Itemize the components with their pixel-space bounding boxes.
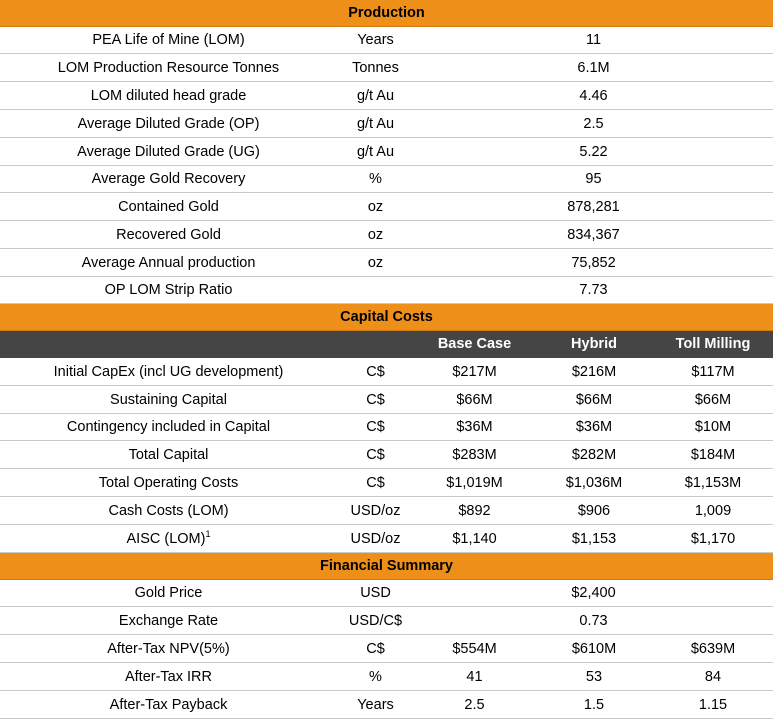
row-value: 2.5 bbox=[414, 110, 773, 138]
value-base-case: $66M bbox=[414, 386, 535, 414]
row-unit: % bbox=[337, 166, 414, 193]
row-unit: g/t Au bbox=[337, 138, 414, 166]
value-hybrid: $906 bbox=[535, 497, 653, 525]
column-header-row bbox=[0, 331, 773, 358]
value-toll-milling: $10M bbox=[653, 414, 773, 441]
value-toll-milling: $1,170 bbox=[653, 525, 773, 553]
value-base-case: 2.5 bbox=[414, 691, 535, 719]
row-label: OP LOM Strip Ratio bbox=[0, 277, 337, 304]
value-base-case: $217M bbox=[414, 358, 535, 386]
table-row bbox=[0, 193, 773, 221]
row-value: 5.22 bbox=[414, 138, 773, 166]
table-row bbox=[0, 635, 773, 663]
row-value: 6.1M bbox=[414, 54, 773, 82]
section-title: Capital Costs bbox=[0, 304, 773, 331]
row-unit: USD bbox=[337, 580, 414, 607]
row-value: $2,400 bbox=[414, 580, 773, 607]
value-base-case: $1,019M bbox=[414, 469, 535, 497]
row-unit: C$ bbox=[337, 635, 414, 663]
column-header-empty bbox=[0, 331, 337, 358]
value-base-case: $1,140 bbox=[414, 525, 535, 553]
value-toll-milling: $639M bbox=[653, 635, 773, 663]
row-label: Contained Gold bbox=[0, 193, 337, 221]
value-toll-milling: 1.15 bbox=[653, 691, 773, 719]
column-header-toll-milling: Toll Milling bbox=[653, 331, 773, 358]
section-header-production bbox=[0, 0, 773, 27]
row-value: 878,281 bbox=[414, 193, 773, 221]
table-row bbox=[0, 580, 773, 607]
column-header-empty bbox=[337, 331, 414, 358]
row-label: LOM diluted head grade bbox=[0, 82, 337, 110]
value-toll-milling: $117M bbox=[653, 358, 773, 386]
row-label: Gold Price bbox=[0, 580, 337, 607]
row-unit: g/t Au bbox=[337, 110, 414, 138]
row-unit: USD/oz bbox=[337, 525, 414, 553]
value-base-case: 41 bbox=[414, 663, 535, 691]
table-row bbox=[0, 469, 773, 497]
row-label: After-Tax IRR bbox=[0, 663, 337, 691]
row-unit: oz bbox=[337, 193, 414, 221]
value-base-case: $283M bbox=[414, 441, 535, 469]
value-hybrid: $1,036M bbox=[535, 469, 653, 497]
value-toll-milling: $1,153M bbox=[653, 469, 773, 497]
row-unit: % bbox=[337, 663, 414, 691]
value-base-case: $36M bbox=[414, 414, 535, 441]
row-label: Contingency included in Capital bbox=[0, 414, 337, 441]
table-row bbox=[0, 497, 773, 525]
value-hybrid: 53 bbox=[535, 663, 653, 691]
value-toll-milling: 1,009 bbox=[653, 497, 773, 525]
value-toll-milling: $66M bbox=[653, 386, 773, 414]
table-row bbox=[0, 607, 773, 635]
row-unit: C$ bbox=[337, 441, 414, 469]
row-label: Average Gold Recovery bbox=[0, 166, 337, 193]
row-label: PEA Life of Mine (LOM) bbox=[0, 27, 337, 54]
value-hybrid: $66M bbox=[535, 386, 653, 414]
row-unit: oz bbox=[337, 249, 414, 277]
row-label: Initial CapEx (incl UG development) bbox=[0, 358, 337, 386]
table-row bbox=[0, 414, 773, 441]
table-row bbox=[0, 691, 773, 719]
row-unit: Years bbox=[337, 691, 414, 719]
row-unit: USD/oz bbox=[337, 497, 414, 525]
table-row bbox=[0, 110, 773, 138]
row-value: 7.73 bbox=[414, 277, 773, 304]
value-hybrid: $282M bbox=[535, 441, 653, 469]
table-row bbox=[0, 249, 773, 277]
table-row bbox=[0, 277, 773, 304]
value-toll-milling: 84 bbox=[653, 663, 773, 691]
table-row bbox=[0, 358, 773, 386]
column-header-hybrid: Hybrid bbox=[535, 331, 653, 358]
row-label: Sustaining Capital bbox=[0, 386, 337, 414]
value-hybrid: $1,153 bbox=[535, 525, 653, 553]
table-row bbox=[0, 54, 773, 82]
row-unit: C$ bbox=[337, 414, 414, 441]
table-row bbox=[0, 663, 773, 691]
row-label: After-Tax Payback bbox=[0, 691, 337, 719]
table-row bbox=[0, 82, 773, 110]
column-header-base-case: Base Case bbox=[414, 331, 535, 358]
table-row bbox=[0, 386, 773, 414]
row-value: 95 bbox=[414, 166, 773, 193]
row-unit: C$ bbox=[337, 386, 414, 414]
row-unit: Years bbox=[337, 27, 414, 54]
row-label bbox=[0, 525, 337, 553]
row-value: 834,367 bbox=[414, 221, 773, 249]
row-label: Total Capital bbox=[0, 441, 337, 469]
row-label: Total Operating Costs bbox=[0, 469, 337, 497]
row-label: Cash Costs (LOM) bbox=[0, 497, 337, 525]
table-row bbox=[0, 221, 773, 249]
row-value: 0.73 bbox=[414, 607, 773, 635]
row-label: Recovered Gold bbox=[0, 221, 337, 249]
row-label: Average Annual production bbox=[0, 249, 337, 277]
row-unit: oz bbox=[337, 221, 414, 249]
row-label: After-Tax NPV(5%) bbox=[0, 635, 337, 663]
row-unit: C$ bbox=[337, 358, 414, 386]
row-value: 11 bbox=[414, 27, 773, 54]
row-label: Average Diluted Grade (OP) bbox=[0, 110, 337, 138]
value-hybrid: $216M bbox=[535, 358, 653, 386]
value-hybrid: $610M bbox=[535, 635, 653, 663]
row-label-text: AISC (LOM) bbox=[126, 530, 206, 547]
table-row bbox=[0, 27, 773, 54]
table-row bbox=[0, 166, 773, 193]
row-unit: USD/C$ bbox=[337, 607, 414, 635]
row-unit: C$ bbox=[337, 469, 414, 497]
value-hybrid: $36M bbox=[535, 414, 653, 441]
value-hybrid: 1.5 bbox=[535, 691, 653, 719]
section-header-financial-summary bbox=[0, 553, 773, 580]
row-unit: g/t Au bbox=[337, 82, 414, 110]
row-label: Average Diluted Grade (UG) bbox=[0, 138, 337, 166]
row-value: 75,852 bbox=[414, 249, 773, 277]
table-row bbox=[0, 138, 773, 166]
value-base-case: $554M bbox=[414, 635, 535, 663]
section-header-capital-costs bbox=[0, 304, 773, 331]
section-title: Production bbox=[0, 0, 773, 27]
section-title: Financial Summary bbox=[0, 553, 773, 580]
table-row bbox=[0, 441, 773, 469]
value-base-case: $892 bbox=[414, 497, 535, 525]
row-unit bbox=[337, 277, 414, 304]
table-row bbox=[0, 525, 773, 553]
footnote-marker: 1 bbox=[205, 528, 211, 539]
row-value: 4.46 bbox=[414, 82, 773, 110]
row-label: Exchange Rate bbox=[0, 607, 337, 635]
row-unit: Tonnes bbox=[337, 54, 414, 82]
row-label: LOM Production Resource Tonnes bbox=[0, 54, 337, 82]
value-toll-milling: $184M bbox=[653, 441, 773, 469]
